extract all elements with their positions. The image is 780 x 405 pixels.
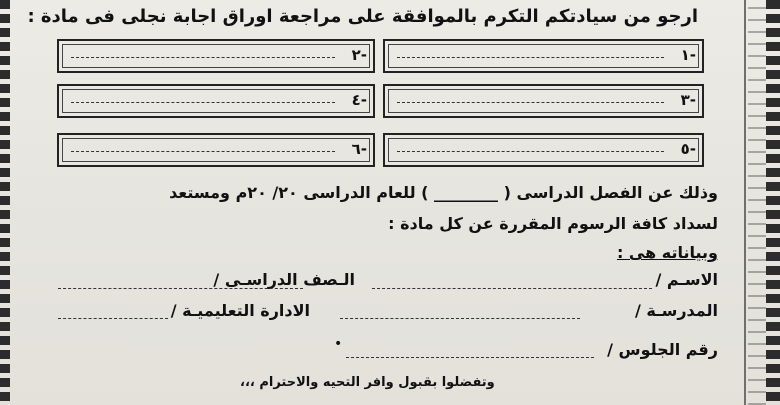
binding-holes-left xyxy=(0,0,10,405)
data-heading: وبياناته هى : xyxy=(616,243,718,262)
subject-label-4: -٤ xyxy=(351,91,367,109)
school-field[interactable] xyxy=(340,318,580,319)
page-edge-texture xyxy=(748,0,766,405)
subject-box-4[interactable] xyxy=(57,84,375,118)
grade-field[interactable] xyxy=(58,288,303,289)
fees-line: لسداد كافة الرسوم المقررة عن كل مادة : xyxy=(388,214,718,233)
subject-label-3: -٣ xyxy=(680,91,696,109)
page-margin-line xyxy=(744,0,746,405)
school-label: المدرسـة / xyxy=(635,301,718,320)
subject-box-6[interactable] xyxy=(57,133,375,167)
binding-holes-right xyxy=(766,0,780,405)
admin-field[interactable] xyxy=(58,318,168,319)
closing-line: وتفضلوا بقبول وافر التحيه والاحترام ،،، xyxy=(240,375,495,390)
subject-box-1[interactable] xyxy=(383,39,704,73)
subject-label-2: -٢ xyxy=(351,46,367,64)
grade-label: الـصف الدراسـى / xyxy=(213,270,355,289)
subject-box-3[interactable] xyxy=(383,84,704,118)
subject-label-1: -١ xyxy=(680,46,696,64)
semester-line: وذلك عن الفصل الدراسى ( ________ ) للعام الدراسى ٢٠/ ٢٠م ومستعد xyxy=(169,183,718,202)
seat-end-dot: • xyxy=(334,336,343,352)
subject-label-6: -٦ xyxy=(351,140,367,158)
subject-box-5[interactable] xyxy=(383,133,704,167)
seat-field[interactable] xyxy=(346,357,594,358)
admin-label: الادارة التعليميـة / xyxy=(170,301,310,320)
name-field[interactable] xyxy=(372,288,652,289)
seat-label: رقم الجلوس / xyxy=(607,340,718,359)
subject-box-2[interactable] xyxy=(57,39,375,73)
request-heading: ارجو من سيادتكم التكرم بالموافقة على مراجعة اوراق اجابة نجلى فى مادة : xyxy=(27,6,698,27)
subject-label-5: -٥ xyxy=(680,140,696,158)
name-label: الاسـم / xyxy=(655,270,718,289)
